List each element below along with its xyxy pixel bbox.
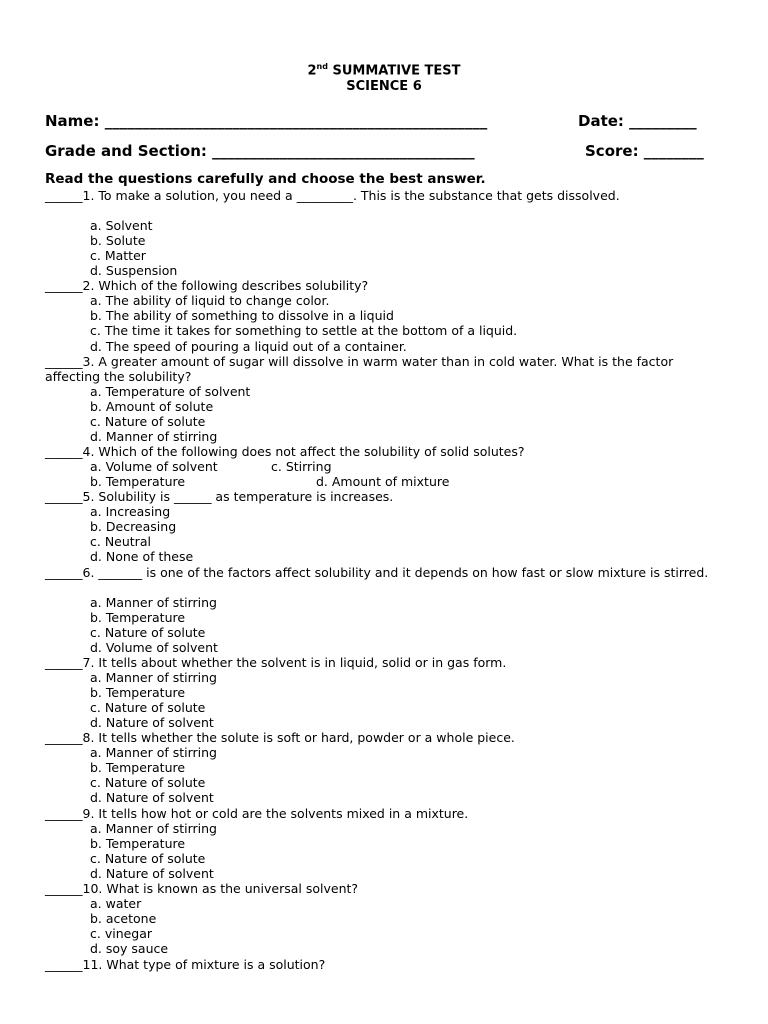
name-field: Name: ___________________________________________________ — [45, 112, 488, 130]
option-8d: d. Nature of solvent — [90, 790, 214, 805]
option-7c: c. Nature of solute — [90, 700, 206, 715]
option-9d: d. Nature of solvent — [90, 866, 214, 881]
option-10a: a. water — [90, 896, 142, 911]
option-5d: d. None of these — [90, 549, 194, 564]
option-7a: a. Manner of stirring — [90, 670, 217, 685]
date-field: Date: _________ — [578, 112, 697, 130]
question-3: ______3. A greater amount of sugar will dissolve in warm water than in cold water. What is the factor affecting the solubility? — [45, 354, 674, 384]
option-2d: d. The speed of pouring a liquid out of a container. — [90, 339, 407, 354]
option-3d: d. Manner of stirring — [90, 429, 218, 444]
subject-title: SCIENCE 6 — [346, 79, 422, 94]
question-1: ______1. To make a solution, you need a _________. This is the substance that gets dissolved. — [45, 188, 620, 203]
question-4: ______4. Which of the following does not affect the solubility of solid solutes? — [45, 444, 525, 459]
score-field: Score: ________ — [585, 142, 704, 160]
option-4a: a. Volume of solvent — [90, 459, 218, 474]
option-5c: c. Neutral — [90, 534, 151, 549]
option-7d: d. Nature of solvent — [90, 715, 214, 730]
option-9a: a. Manner of stirring — [90, 821, 217, 836]
question-6: ______6. _______ is one of the factors affect solubility and it depends on how fast or slow mixture is stirred. — [45, 565, 709, 580]
option-3a: a. Temperature of solvent — [90, 384, 251, 399]
option-3b: b. Amount of solute — [90, 399, 214, 414]
option-1a: a. Solvent — [90, 218, 153, 233]
option-10b: b. acetone — [90, 911, 157, 926]
option-6d: d. Volume of solvent — [90, 640, 218, 655]
option-5b: b. Decreasing — [90, 519, 177, 534]
option-10c: c. vinegar — [90, 926, 153, 941]
option-6b: b. Temperature — [90, 610, 186, 625]
option-10d: d. soy sauce — [90, 941, 169, 956]
test-title: 2nd SUMMATIVE TEST — [307, 62, 461, 79]
option-6a: a. Manner of stirring — [90, 595, 217, 610]
option-5a: a. Increasing — [90, 504, 171, 519]
option-4b: b. Temperature — [90, 474, 186, 489]
option-9c: c. Nature of solute — [90, 851, 206, 866]
question-2: ______2. Which of the following describes solubility? — [45, 278, 369, 293]
option-8a: a. Manner of stirring — [90, 745, 217, 760]
question-5: ______5. Solubility is ______ as temperature is increases. — [45, 489, 394, 504]
option-8c: c. Nature of solute — [90, 775, 206, 790]
option-7b: b. Temperature — [90, 685, 186, 700]
question-11: ______11. What type of mixture is a solution? — [45, 957, 326, 972]
question-10: ______10. What is known as the universal solvent? — [45, 881, 359, 896]
option-1c: c. Matter — [90, 248, 146, 263]
question-8: ______8. It tells whether the solute is soft or hard, powder or a whole piece. — [45, 730, 515, 745]
option-3c: c. Nature of solute — [90, 414, 206, 429]
option-1d: d. Suspension — [90, 263, 178, 278]
option-2c: c. The time it takes for something to settle at the bottom of a liquid. — [90, 323, 518, 338]
option-4d: d. Amount of mixture — [316, 474, 450, 489]
option-8b: b. Temperature — [90, 760, 186, 775]
option-1b: b. Solute — [90, 233, 146, 248]
option-2a: a. The ability of liquid to change color. — [90, 293, 330, 308]
instructions: Read the questions carefully and choose the best answer. — [45, 171, 486, 187]
option-2b: b. The ability of something to dissolve in a liquid — [90, 308, 394, 323]
question-7: ______7. It tells about whether the solvent is in liquid, solid or in gas form. — [45, 655, 507, 670]
question-9: ______9. It tells how hot or cold are the solvents mixed in a mixture. — [45, 806, 469, 821]
option-6c: c. Nature of solute — [90, 625, 206, 640]
grade-section-field: Grade and Section: ___________________________________ — [45, 142, 475, 160]
option-4c: c. Stirring — [271, 459, 332, 474]
option-9b: b. Temperature — [90, 836, 186, 851]
